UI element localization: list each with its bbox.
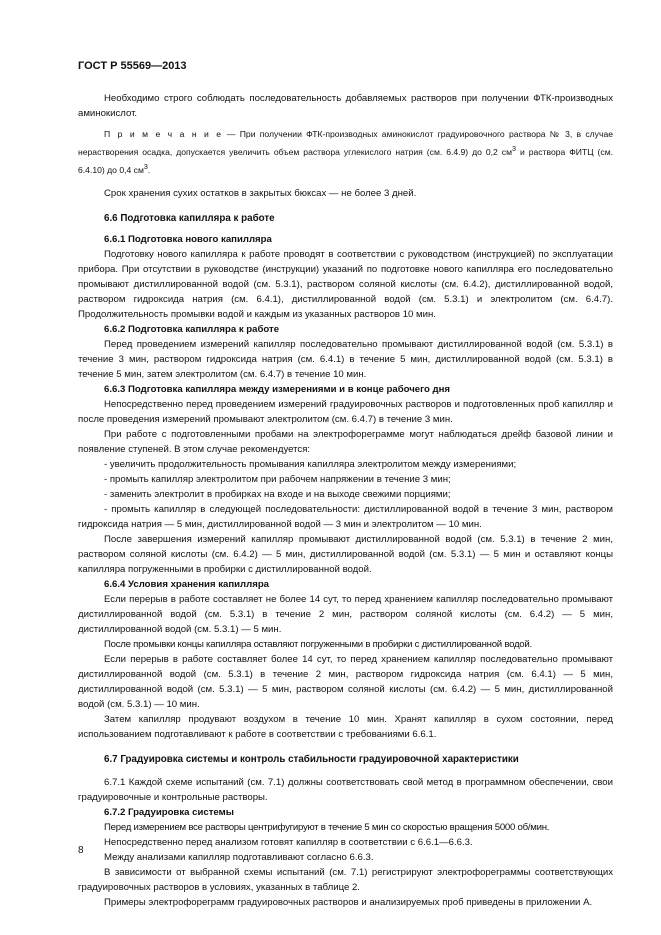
paragraph-6-7-2-b: Непосредственно перед анализом готовят капилляр в соответствии с 6.6.1—6.6.3.	[104, 836, 473, 848]
subsection-heading-6-6-1: 6.6.1 Подготовка нового капилляра	[104, 233, 272, 245]
document-header: ГОСТ Р 55569—2013	[78, 60, 187, 72]
subsection-heading-6-6-4: 6.6.4 Условия хранения капилляра	[104, 578, 270, 590]
paragraph-6-7-2-e: Примеры электрофореграмм градуировочных растворов и анализируемых проб приведены в приложении А.	[104, 896, 593, 908]
list-item: - заменить электролит в пробирках на входе и на выходе свежими порциями;	[104, 488, 451, 500]
note-label: П р и м е ч а н и е	[104, 129, 223, 139]
subsection-heading-6-7-2: 6.7.2 Градуировка системы	[104, 806, 234, 818]
note-superscript-1: 3	[512, 145, 516, 153]
paragraph-6-7-2-a: Перед измерением все растворы центрифугируют в течение 5 мин со скоростью вращения 5000 об/мин.	[104, 821, 550, 833]
note-superscript-2: 3	[143, 162, 148, 171]
paragraph-6-7-2-c: Между анализами капилляр подготавливают согласно 6.6.3.	[104, 851, 374, 863]
paragraph-6-6-3-a: Непосредственно перед проведением измерений градуировочных растворов и подготовленных проб капилляр и после проведения измерений промывают электролитом (см. 6.4.7) в течение 3 мин.	[78, 398, 613, 425]
paragraph-6-6-3-c: После завершения измерений капилляр промывают дистиллированной водой (см. 5.3.1) в течение 2 мин, раствором соляной кислоты (см. 6.4.2) — 5 мин, дистиллированной водой (см. 5.3.1) — 5 мин и оставляют концы капилляра погруженными в пробирки с дистиллированной водой.	[78, 533, 613, 575]
paragraph-6-7-2-d: В зависимости от выбранной схемы испытаний (см. 7.1) регистрируют электрофореграммы соответствующих градуировочных растворов в условиях, указанных в таблице 2.	[78, 866, 613, 893]
paragraph-6-6-4-c: Если перерыв в работе составляет более 14 сут, то перед хранением капилляр последовательно промывают дистиллированной водой (см. 5.3.1) в течение 2 мин, раствором гидроксида натрия (см. 6.4.1) — 5 мин, дистиллированной водой (см. 5.3.1) — 5 мин, раствором соляной кислоты (см. 6.4.2) — 5 мин, дистиллированной водой (см. 5.3.1) — 10 мин.	[78, 653, 613, 710]
paragraph-ftk-order: Необходимо строго соблюдать последовательность добавляемых растворов при получении ФТК-производных аминокислот.	[78, 93, 613, 119]
paragraph-6-6-4-b: После промывки концы капилляра оставляют погруженными в пробирки с дистиллированной водой.	[104, 638, 532, 650]
note	[78, 127, 613, 178]
section-heading-6-7: 6.7 Градуировка системы и контроль стабильности градуировочной характеристики	[104, 753, 519, 765]
note-text-3: .	[147, 164, 151, 175]
section-heading-6-6: 6.6 Подготовка капилляра к работе	[104, 212, 275, 224]
paragraph-6-6-2: Перед проведением измерений капилляр последовательно промывают дистиллированной водой (см. 5.3.1) в течение 3 мин, раствором гидроксида натрия (см. 6.4.1) в течение 5 мин, дистиллированной водой (см. 5.3.1) в течение 5 мин, затем электролитом (см. 6.4.7) в течение 10 мин.	[78, 338, 613, 380]
paragraph-storage-term: Срок хранения сухих остатков в закрытых бюксах — не более 3 дней.	[104, 187, 417, 199]
note-text-2: и раствора ФИТЦ (см. 6.4.10) до 0,4 см	[78, 146, 613, 175]
list-item: - промыть капилляр в следующей последовательности: дистиллированной водой в течение 3 мин, раствором гидроксида натрия — 5 мин, дистиллированной водой — 3 мин и электролитом — 10 мин.	[78, 503, 613, 530]
subsection-heading-6-6-2: 6.6.2 Подготовка капилляра к работе	[104, 323, 280, 335]
page-body	[78, 91, 613, 910]
list-item: - увеличить продолжительность промывания капилляра электролитом между измерениями;	[104, 458, 517, 470]
page-number: 8	[78, 845, 84, 856]
paragraph-6-6-4-d: Затем капилляр продувают воздухом в течение 10 мин. Хранят капилляр в сухом состоянии, перед использованием подготавливают к работе в соответствии с требованиями 6.6.1.	[78, 713, 613, 740]
subsection-heading-6-6-3: 6.6.3 Подготовка капилляра между измерениями и в конце рабочего дня	[104, 383, 451, 395]
note-text-1: — При получении ФТК-производных аминокислот градуировочного раствора № 3, в случае нерастворения осадка, допускается увеличить объем раствора углекислого натрия (см. 6.4.9) до 0,2 см	[78, 129, 614, 157]
paragraph-6-7-1: 6.7.1 Каждой схеме испытаний (см. 7.1) должны соответствовать свой метод в программном обеспечении, свои градуировочные и контрольные растворы.	[78, 776, 613, 803]
paragraph-6-6-4-a: Если перерыв в работе составляет не более 14 сут, то перед хранением капилляр последовательно промывают дистиллированной водой (см. 5.3.1) в течение 2 мин, раствором соляной кислоты (см. 6.4.2) — 5 мин, дистиллированной водой (см. 5.3.1) — 5 мин.	[78, 593, 613, 635]
paragraph-6-6-1: Подготовку нового капилляра к работе проводят в соответствии с руководством (инструкцией) по эксплуатации прибора. При отсутствии в руководстве (инструкции) указаний по подготовке нового капилляра его последовательно промывают дистиллированной водой (см. 5.3.1), раствором соляной кислоты (см. 6.4.2), дистиллированной водой, раствором гидроксида натрия (см. 6.4.1), дистиллированной водой (см. 5.3.1) и электролитом (см. 6.4.7). Продолжительность промывки водой и каждым из указанных растворов 10 мин.	[78, 248, 613, 320]
list-item: - промыть капилляр электролитом при рабочем напряжении в течение 3 мин;	[104, 473, 451, 485]
paragraph-6-6-3-b: При работе с подготовленными пробами на электрофореграмме могут наблюдаться дрейф базовой линии и появление ступеней. В этом случае рекомендуется:	[78, 428, 613, 455]
